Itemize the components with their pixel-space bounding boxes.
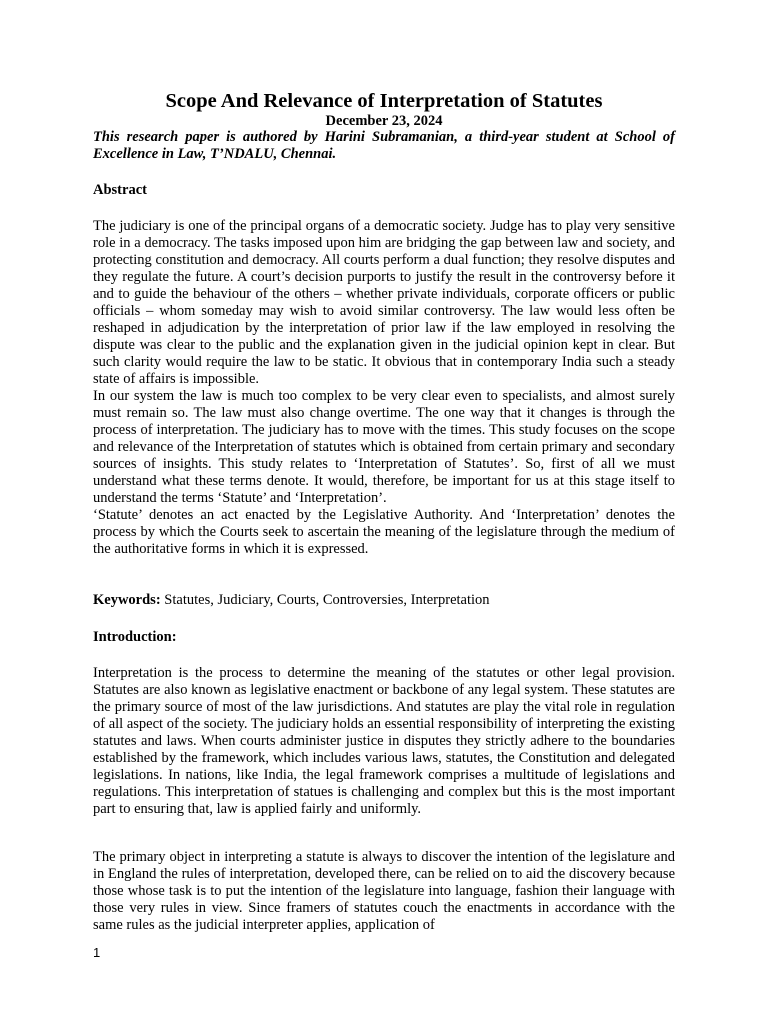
introduction-heading: Introduction: (93, 629, 177, 645)
abstract-body (93, 218, 675, 558)
keywords-value: Statutes, Judiciary, Courts, Controversies, Interpretation (164, 592, 490, 608)
keywords-label: Keywords: (93, 592, 161, 608)
page-number: 1 (93, 945, 101, 960)
document-date: December 23, 2024 (325, 113, 443, 129)
abstract-heading: Abstract (93, 182, 147, 198)
abstract-paragraph: ‘Statute’ denotes an act enacted by the Legislative Authority. And ‘Interpretation’ denotes the process by which the Courts seek to ascertain the meaning of the legislature through the medium of the authoritative forms in which it is expressed. (93, 507, 675, 557)
author-byline: This research paper is authored by Harini Subramanian, a third-year student at School of Excellence in Law, T’NDALU, Chennai. (93, 129, 675, 163)
abstract-paragraph: The judiciary is one of the principal organs of a democratic society. Judge has to play very sensitive role in a democracy. The tasks imposed upon him are bridging the gap between law and society, and protecting constitution and democracy. All courts perform a dual function; they resolve disputes and they regulate the future. A court’s decision purports to justify the result in the controversy before it and to guide the behaviour of the others – whether private individuals, corporate officers or public officials – whom someday may wish to avoid similar controversy. The law would less often be reshaped in adjudication by the interpretation of prior law if the law employed in resolving the dispute was clear to the public and the explanation given in the judicial opinion kept in clear. But such clarity would require the law to be static. It obvious that in contemporary India such a steady state of affairs is impossible. (93, 218, 675, 387)
introduction-paragraph: Interpretation is the process to determine the meaning of the statutes or other legal provision. Statutes are also known as legislative enactment or backbone of any legal system. These statutes are the primary source of most of the law jurisdictions. And statutes are play the vital role in regulation of all aspect of the society. The judiciary holds an essential responsibility of interpreting the existing statutes and laws. When courts administer justice in disputes they strictly adhere to the boundaries established by the framework, which includes various laws, statutes, the Constitution and delegated legislations. In nations, like India, the legal framework comprises a multitude of legislations and regulations. This interpretation of statues is challenging and complex but this is the most important part to ensuring that, law is applied fairly and uniformly. (93, 665, 675, 817)
document-title: Scope And Relevance of Interpretation of Statutes (165, 90, 603, 112)
introduction-paragraph: The primary object in interpreting a statute is always to discover the intention of the legislature and in England the rules of interpretation, developed there, can be relied on to aid the discovery because those whose task is to put the intention of the legislature into language, fashion their language with those very rules in view. Since framers of statutes couch the enactments in accordance with the same rules as the judicial interpreter applies, application of (93, 849, 675, 933)
abstract-paragraph: In our system the law is much too complex to be very clear even to specialists, and almost surely must remain so. The law must also change overtime. The one way that it changes is through the process of interpretation. The judiciary has to move with the times. This study focuses on the scope and relevance of the Interpretation of statutes which is obtained from certain primary and secondary sources of insights. This study relates to ‘Interpretation of Statutes’. So, first of all we must understand what these terms denote. It would, therefore, be important for us at this stage itself to understand the terms ‘Statute’ and ‘Interpretation’. (93, 388, 675, 506)
keywords-line (93, 592, 675, 609)
